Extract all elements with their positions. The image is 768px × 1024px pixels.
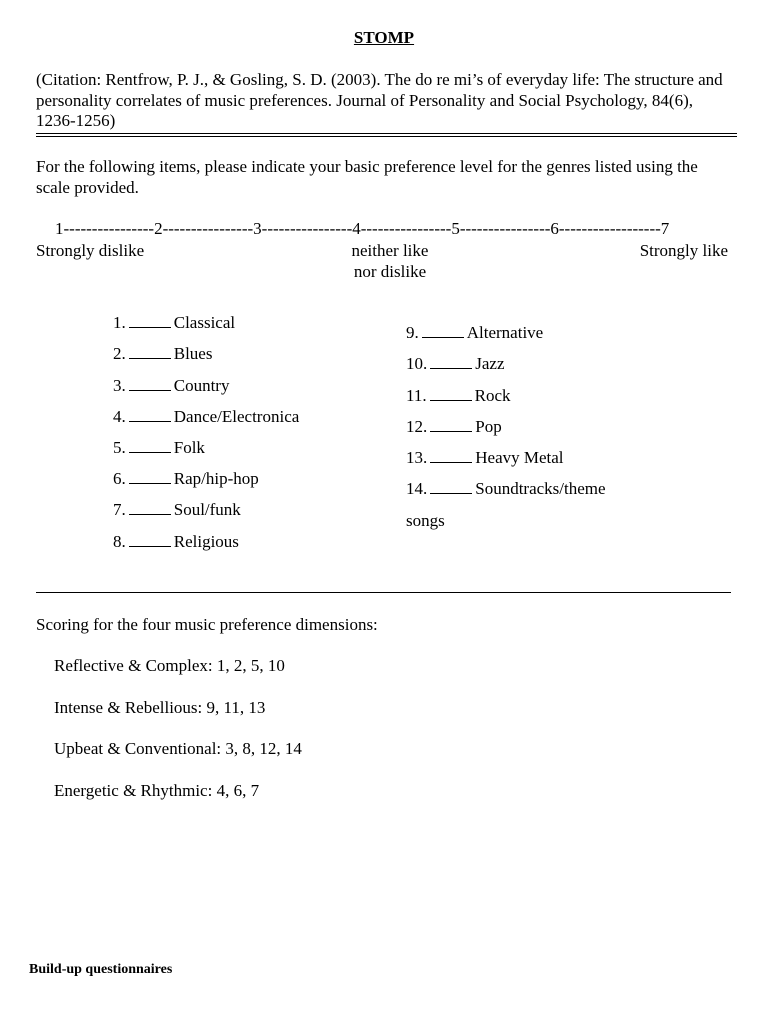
footer-label: Build-up questionnaires xyxy=(29,962,173,977)
questionnaire-item xyxy=(113,376,229,396)
item-continuation: songs xyxy=(406,511,445,530)
scale-anchor-high: Strongly like xyxy=(639,241,728,260)
questionnaire-item xyxy=(406,386,511,406)
rating-blank[interactable] xyxy=(129,344,171,359)
item-genre: Folk xyxy=(173,438,205,457)
questionnaire-item xyxy=(113,313,235,333)
item-genre: Soul/funk xyxy=(173,500,241,519)
instructions: For the following items, please indicate your basic preference level for the genres listed using the scale provided. xyxy=(36,157,698,197)
item-number: 6. xyxy=(113,469,126,488)
questionnaire-item xyxy=(113,469,259,489)
item-number: 11. xyxy=(406,386,427,405)
item-genre: Rap/hip-hop xyxy=(173,469,259,488)
item-genre: Jazz xyxy=(475,354,505,373)
rating-blank[interactable] xyxy=(129,500,171,515)
scale-anchor-mid-line-1: neither like xyxy=(351,241,429,260)
item-genre: Soundtracks/theme xyxy=(475,479,606,498)
questionnaire-item xyxy=(113,344,212,364)
questionnaire-item xyxy=(113,407,299,427)
rating-blank[interactable] xyxy=(129,532,171,547)
rating-blank[interactable] xyxy=(129,313,171,328)
scoring-intro: Scoring for the four music preference dimensions: xyxy=(36,615,378,634)
scale-anchor-mid xyxy=(300,241,480,282)
questionnaire-item xyxy=(406,479,606,499)
scoring-dimension: Upbeat & Conventional: 3, 8, 12, 14 xyxy=(54,739,302,758)
item-genre: Classical xyxy=(173,313,236,332)
item-number: 5. xyxy=(113,438,126,457)
item-genre: Religious xyxy=(173,532,239,551)
section-divider xyxy=(36,592,731,593)
item-genre: Alternative xyxy=(466,323,544,342)
item-number: 1. xyxy=(113,313,126,332)
item-genre: Country xyxy=(173,376,230,395)
scoring-dimension: Energetic & Rhythmic: 4, 6, 7 xyxy=(54,781,260,800)
rating-blank[interactable] xyxy=(129,407,171,422)
questionnaire-item xyxy=(406,417,502,437)
item-number: 13. xyxy=(406,448,428,467)
questionnaire-item xyxy=(406,448,564,468)
rating-blank[interactable] xyxy=(430,386,472,401)
item-number: 12. xyxy=(406,417,428,436)
page-title: STOMP xyxy=(353,28,415,47)
item-number: 3. xyxy=(113,376,126,395)
item-number: 7. xyxy=(113,500,126,519)
scoring-dimension: Intense & Rebellious: 9, 11, 13 xyxy=(54,698,266,717)
item-number: 14. xyxy=(406,479,428,498)
item-genre: Rock xyxy=(474,386,511,405)
item-genre: Pop xyxy=(475,417,502,436)
rating-blank[interactable] xyxy=(430,417,472,432)
scale-anchor-low: Strongly dislike xyxy=(36,241,145,260)
questionnaire-item xyxy=(406,323,543,343)
rating-blank[interactable] xyxy=(129,469,171,484)
scale-anchor-mid-line-2: nor dislike xyxy=(353,261,427,281)
scoring-dimension: Reflective & Complex: 1, 2, 5, 10 xyxy=(54,656,285,675)
questionnaire-item xyxy=(406,354,505,374)
citation: (Citation: Rentfrow, P. J., & Gosling, S. D. (2003). The do re mi’s of everyday life: The structure and personality correlates of music preferences. Journal of Personality and Social Psychology, 84(6), 1236-1256) xyxy=(36,70,723,130)
questionnaire-item xyxy=(113,532,239,552)
item-number: 10. xyxy=(406,354,428,373)
rating-scale-line: 1----------------2----------------3----------------4----------------5----------------6------------------7 xyxy=(55,219,670,238)
item-number: 8. xyxy=(113,532,126,551)
item-number: 2. xyxy=(113,344,126,363)
rating-blank[interactable] xyxy=(430,479,472,494)
rating-blank[interactable] xyxy=(422,323,464,338)
questionnaire-item xyxy=(113,500,241,520)
rating-blank[interactable] xyxy=(129,438,171,453)
questionnaire-item xyxy=(113,438,205,458)
rating-blank[interactable] xyxy=(430,448,472,463)
item-genre: Dance/Electronica xyxy=(173,407,300,426)
rating-blank[interactable] xyxy=(129,376,171,391)
item-genre: Blues xyxy=(173,344,213,363)
item-genre: Heavy Metal xyxy=(475,448,564,467)
item-number: 9. xyxy=(406,323,419,342)
item-number: 4. xyxy=(113,407,126,426)
double-divider xyxy=(36,133,737,137)
rating-blank[interactable] xyxy=(430,354,472,369)
